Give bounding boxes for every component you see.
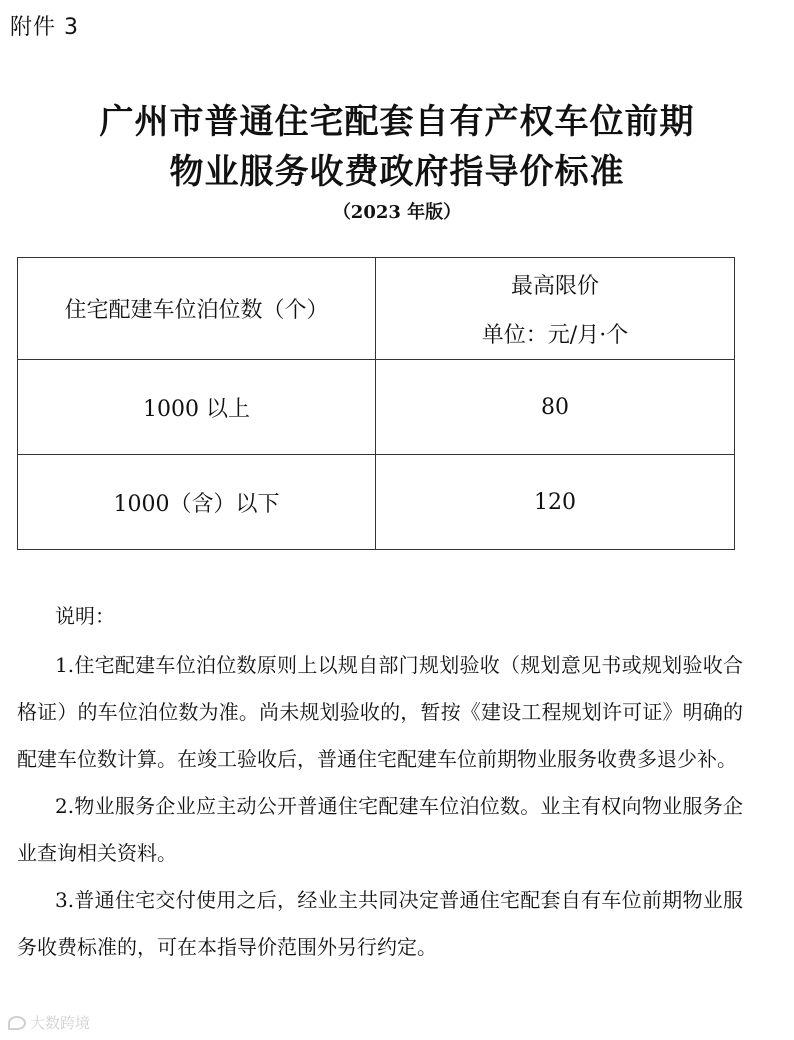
spaces-cell: 1000（含）以下 <box>18 455 376 550</box>
attachment-label: 附件 3 <box>10 15 79 40</box>
watermark <box>8 1012 90 1033</box>
table-row <box>18 360 735 455</box>
header-spaces-cell <box>18 258 376 360</box>
note-item: 1.住宅配建车位泊位数原则上以规自部门规划验收（规划意见书或规划验收合格证）的车位泊位数为准。尚未规划验收的，暂按《建设工程规划许可证》明确的配建车位数计算。在竣工验收后，普通住宅配建车位前期物业服务收费多退少补。 <box>17 653 743 771</box>
pricing-table <box>17 257 735 550</box>
header-price-label: 最高限价 <box>510 273 599 299</box>
watermark-logo-icon <box>8 1016 26 1030</box>
spaces-cell: 1000 以上 <box>18 360 376 455</box>
price-cell: 120 <box>376 455 735 550</box>
table-header-row <box>18 258 735 360</box>
watermark-text: 大数跨境 <box>30 1014 91 1032</box>
document-title-line-1: 广州市普通住宅配套自有产权车位前期 <box>99 102 695 142</box>
price-cell: 80 <box>376 360 735 455</box>
table-row <box>18 455 735 550</box>
document-title-line-2: 物业服务收费政府指导价标准 <box>169 152 625 192</box>
notes-section <box>17 593 743 971</box>
header-price-cell <box>376 258 735 360</box>
header-spaces-label: 住宅配建车位泊位数（个） <box>64 298 329 323</box>
note-item: 3.普通住宅交付使用之后，经业主共同决定普通住宅配套自有车位前期物业服务收费标准的，可在本指导价范围外另行约定。 <box>17 888 743 959</box>
edition-label: （2023 年版） <box>332 202 462 223</box>
note-item: 2.物业服务企业应主动公开普通住宅配建车位泊位数。业主有权向物业服务企业查询相关资料。 <box>17 794 743 865</box>
notes-heading: 说明： <box>55 604 115 628</box>
header-unit-label: 单位：元/月·个 <box>481 322 629 348</box>
